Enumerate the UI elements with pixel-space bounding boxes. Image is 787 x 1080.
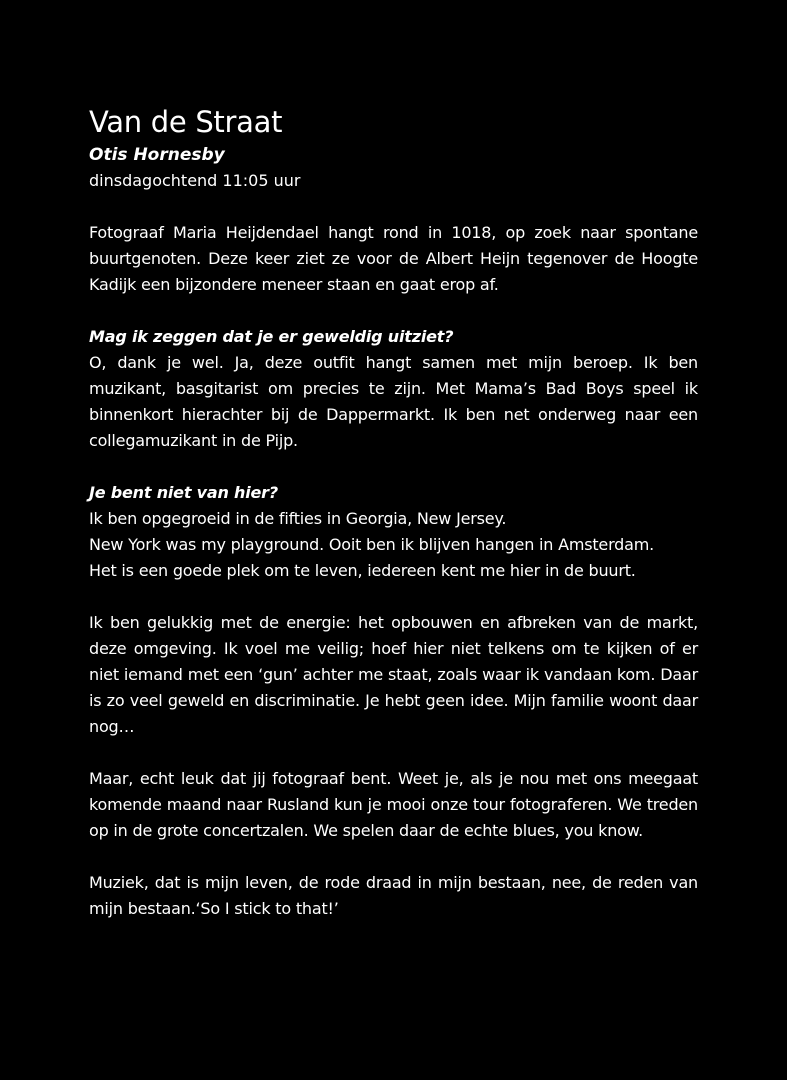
question-1: Mag ik zeggen dat je er geweldig uitziet? bbox=[89, 327, 454, 346]
answer-1: O, dank je wel. Ja, deze outfit hangt samen met mijn beroep. Ik ben muzikant, basgitarist om precies te zijn. Met Mama’s Bad Boys speel ik binnenkort hierachter bij de Dappermarkt. Ik ben net onderweg naar een collegamuzikant in de Pijp. bbox=[89, 353, 698, 450]
paragraph-spacer bbox=[89, 194, 698, 220]
question-2: Je bent niet van hier? bbox=[89, 483, 278, 502]
answer-2-line: Ik ben opgegroeid in de fifties in Georgia, New Jersey. bbox=[89, 509, 507, 528]
article-author: Otis Hornesby bbox=[89, 145, 225, 165]
article-title: Van de Straat bbox=[89, 105, 283, 139]
article bbox=[89, 104, 698, 922]
answer-2-line: New York was my playground. Ooit ben ik blijven hangen in Amsterdam. bbox=[89, 535, 655, 554]
paragraph-5: Muziek, dat is mijn leven, de rode draad in mijn bestaan, nee, de reden van mijn bestaan.‘So I stick to that!’ bbox=[89, 873, 698, 918]
paragraph-3: Ik ben gelukkig met de energie: het opbouwen en afbreken van de markt, deze omgeving. Ik voel me veilig; hoef hier niet telkens om te kijken of er niet iemand met een ‘gun’ achter me staat, zoals waar ik vandaan kom. Daar is zo veel geweld en discriminatie. Je hebt geen idee. Mijn familie woont daar nog… bbox=[89, 613, 698, 736]
paragraph-spacer bbox=[89, 844, 698, 870]
paragraph-4: Maar, echt leuk dat jij fotograaf bent. Weet je, als je nou met ons meegaat komende maand naar Rusland kun je mooi onze tour fotograferen. We treden op in de grote concertzalen. We spelen daar de echte blues, you know. bbox=[89, 769, 698, 840]
paragraph-spacer bbox=[89, 584, 698, 610]
intro-paragraph: Fotograaf Maria Heijdendael hangt rond in 1018, op zoek naar spontane buurtgenoten. Deze keer ziet ze voor de Albert Heijn tegenover de Hoogte Kadijk een bijzondere meneer staan en gaat erop af. bbox=[89, 223, 698, 294]
article-timestamp: dinsdagochtend 11:05 uur bbox=[89, 171, 301, 190]
paragraph-spacer bbox=[89, 740, 698, 766]
paragraph-spacer bbox=[89, 298, 698, 324]
answer-2-line: Het is een goede plek om te leven, iedereen kent me hier in de buurt. bbox=[89, 561, 636, 580]
paragraph-spacer bbox=[89, 454, 698, 480]
